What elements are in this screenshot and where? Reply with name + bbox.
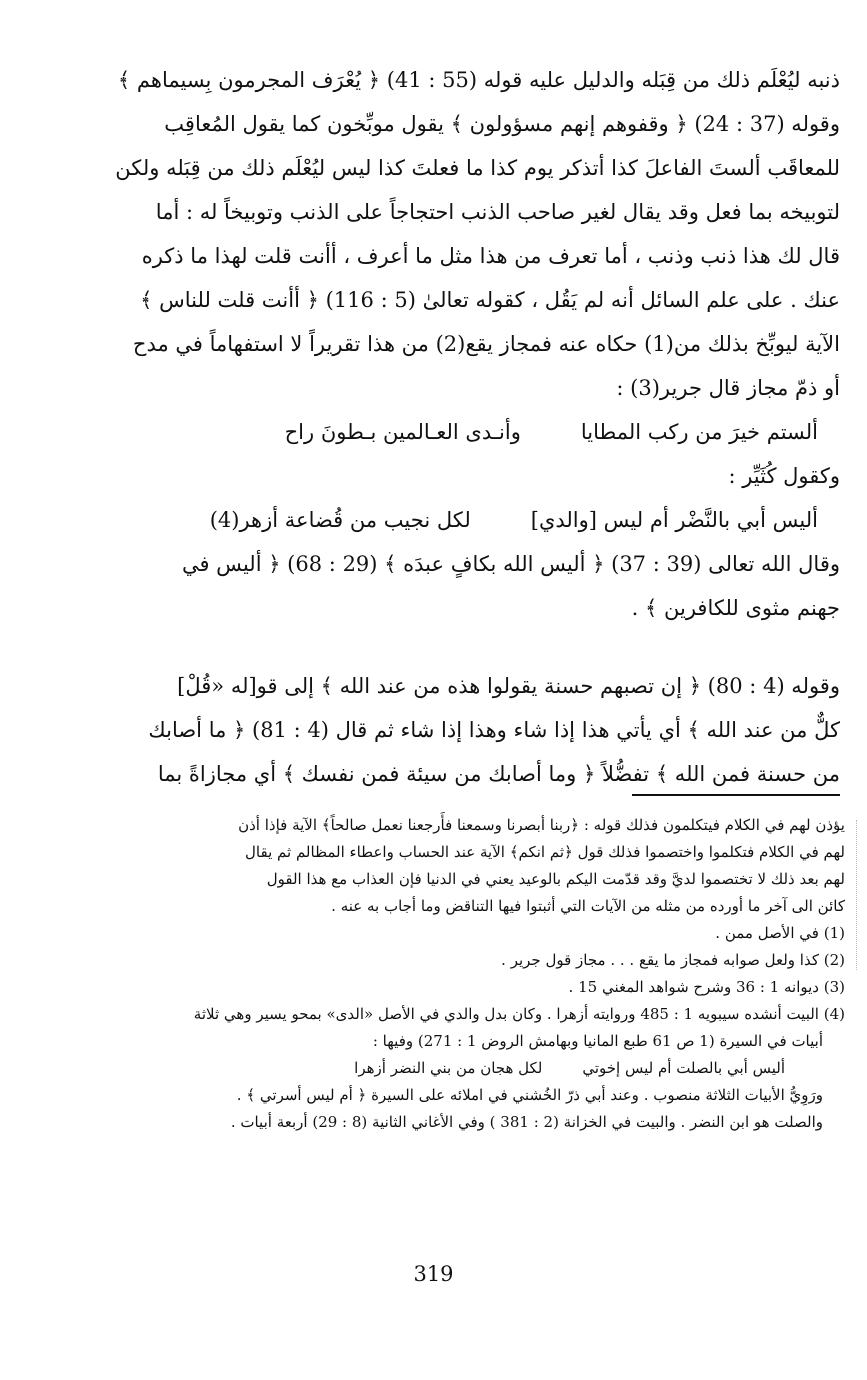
text-line: لتوبيخه بما فعل وقد يقال لغير صاحب الذنب احتجاجاً على الذنب وتوبيخاً له : أما: [155, 200, 840, 224]
footnote-4-cont: ورَوِيُّ الأبيات الثلاثة منصوب . وعند أبي ذرّ الخُشني في املائه على السيرة ﴿ أم ليس أسرتي ﴾ .: [236, 1086, 823, 1104]
verse-hemistich-second: لكل هجان من بني النضر أزهرا: [354, 1059, 543, 1077]
text-line: كلٌّ من عند الله ﴾ أي يأتي هذا إذا شاء وهذا إذا شاء ثم قال (4 : 81) ﴿ ما أصابك: [148, 718, 840, 742]
text-line: وقال الله تعالى (39 : 37) ﴿ أليس الله بكافٍ عبدَه ﴾ (29 : 68) ﴿ أليس في: [181, 552, 840, 576]
margin-mark: [856, 820, 861, 970]
poem-verse-kuthayyir: [100, 498, 818, 542]
footnote-4-cont: أبيات في السيرة (1 ص 61 طبع المانيا وبهامش الروض 1 : 271) وفيها :: [372, 1032, 823, 1050]
footnote-line: كائن الى آخر ما أورده من مثله من الآيات التي أثبتوا فيها التناقض وما أجاب به عنه .: [331, 897, 845, 915]
footnote-1: (1) في الأصل ممن .: [715, 924, 845, 942]
footnote-4-cont: والصلت هو ابن النضر . والبيت في الخزانة (2 : 381 ) وفي الأغاني الثانية (8 : 29) أربعة أبيات .: [230, 1113, 823, 1131]
text-line: وكقول كُثَيِّر :: [728, 464, 840, 488]
text-line: جهنم مثوى للكافرين ﴾ .: [631, 596, 840, 620]
verse-hemistich-second: لكل نجيب من قُضاعة أزهر(4): [209, 508, 471, 532]
footnote-2: (2) كذا ولعل صوابه فمجاز ما يقع . . . مجاز قول جرير .: [501, 951, 845, 969]
verse-hemistich-second: وأنـدى العـالمين بـطونَ راح: [284, 420, 521, 444]
text-line: ذنبه ليُعْلَم ذلك من قِبَله والدليل عليه قوله (55 : 41) ﴿ يُعْرَف المجرمون بِسيماهم ﴾: [117, 68, 840, 92]
text-line: من حسنة فمن الله ﴾ تفضُّلاً ﴿ وما أصابك من سيئة فمن نفسك ﴾ أي مجازاةً بما: [157, 762, 840, 786]
text-line: أو ذمّ مجاز قال جرير(3) :: [616, 376, 840, 400]
page-number: 319: [413, 1262, 454, 1286]
text-line: الآية ليوبِّخ بذلك من(1) حكاه عنه فمجاز يقع(2) من هذا تقريراً لا استفهاماً في مدح: [132, 332, 840, 356]
footnote-divider: [632, 794, 840, 796]
footnote-line: يؤذن لهم في الكلام فيتكلمون فذلك قوله : ﴿ربنا أبصرنا وسمعنا فأَرجعنا نعمل صالحاً﴾ الآية فإذا أذن: [238, 816, 845, 834]
text-line: وقوله (4 : 80) ﴿ إن تصبهم حسنة يقولوا هذه من عند الله ﴾ إلى قو[له «قُلْ]: [177, 674, 840, 698]
text-line: وقوله (37 : 24) ﴿ وقفوهم إنهم مسؤولون ﴾ يقول موبِّخون كما يقول المُعاقِب: [164, 112, 840, 136]
footnote-4: (4) البيت أنشده سيبويه 1 : 485 وروايته أزهرا . وكان بدل والدي في الأصل «الدى» بمحو يسير وهي ثلاثة: [193, 1005, 845, 1023]
footnote-verse: [100, 1055, 845, 1082]
footnote-line: لهم بعد ذلك لا تختصموا لديَّ وقد قدّمت اليكم بالوعيد يعني في الدنيا فإن العذاب مع هذا القول: [266, 870, 845, 888]
footnote-line: لهم في الكلام فتكلموا واختصموا فذلك قول ﴿ثم انكم﴾ الآية عند الحساب واعطاء المظالم ثم يقال: [245, 843, 845, 861]
main-text: [100, 58, 840, 796]
footnotes: [100, 812, 845, 1136]
text-line: عنك . على علم السائل أنه لم يَقُل ، كقوله تعالىٰ (5 : 116) ﴿ أأنت قلت للناس ﴾: [140, 288, 840, 312]
footnote-3: (3) ديوانه 1 : 36 وشرح شواهد المغني 15 .: [568, 978, 845, 996]
poem-verse-jarir: [100, 410, 818, 454]
verse-hemistich-first: أليس أبي بالصلت أم ليس إخوتي: [582, 1059, 785, 1077]
verse-hemistich-first: ألستم خيرَ من ركب المطايا: [580, 420, 818, 444]
text-line: قال لك هذا ذنب وذنب ، أما تعرف من هذا مثل ما أعرف ، أأنت قلت لهذا ما ذكره: [141, 244, 840, 268]
verse-hemistich-first: أليس أبي بالنَّضْر أم ليس [والدي]: [530, 508, 818, 532]
text-line: للمعاقَب ألستَ الفاعلَ كذا أتذكر يوم كذا ما فعلتَ كذا ليس ليُعْلَم ذلك من قِبَله ولكن: [115, 156, 840, 180]
